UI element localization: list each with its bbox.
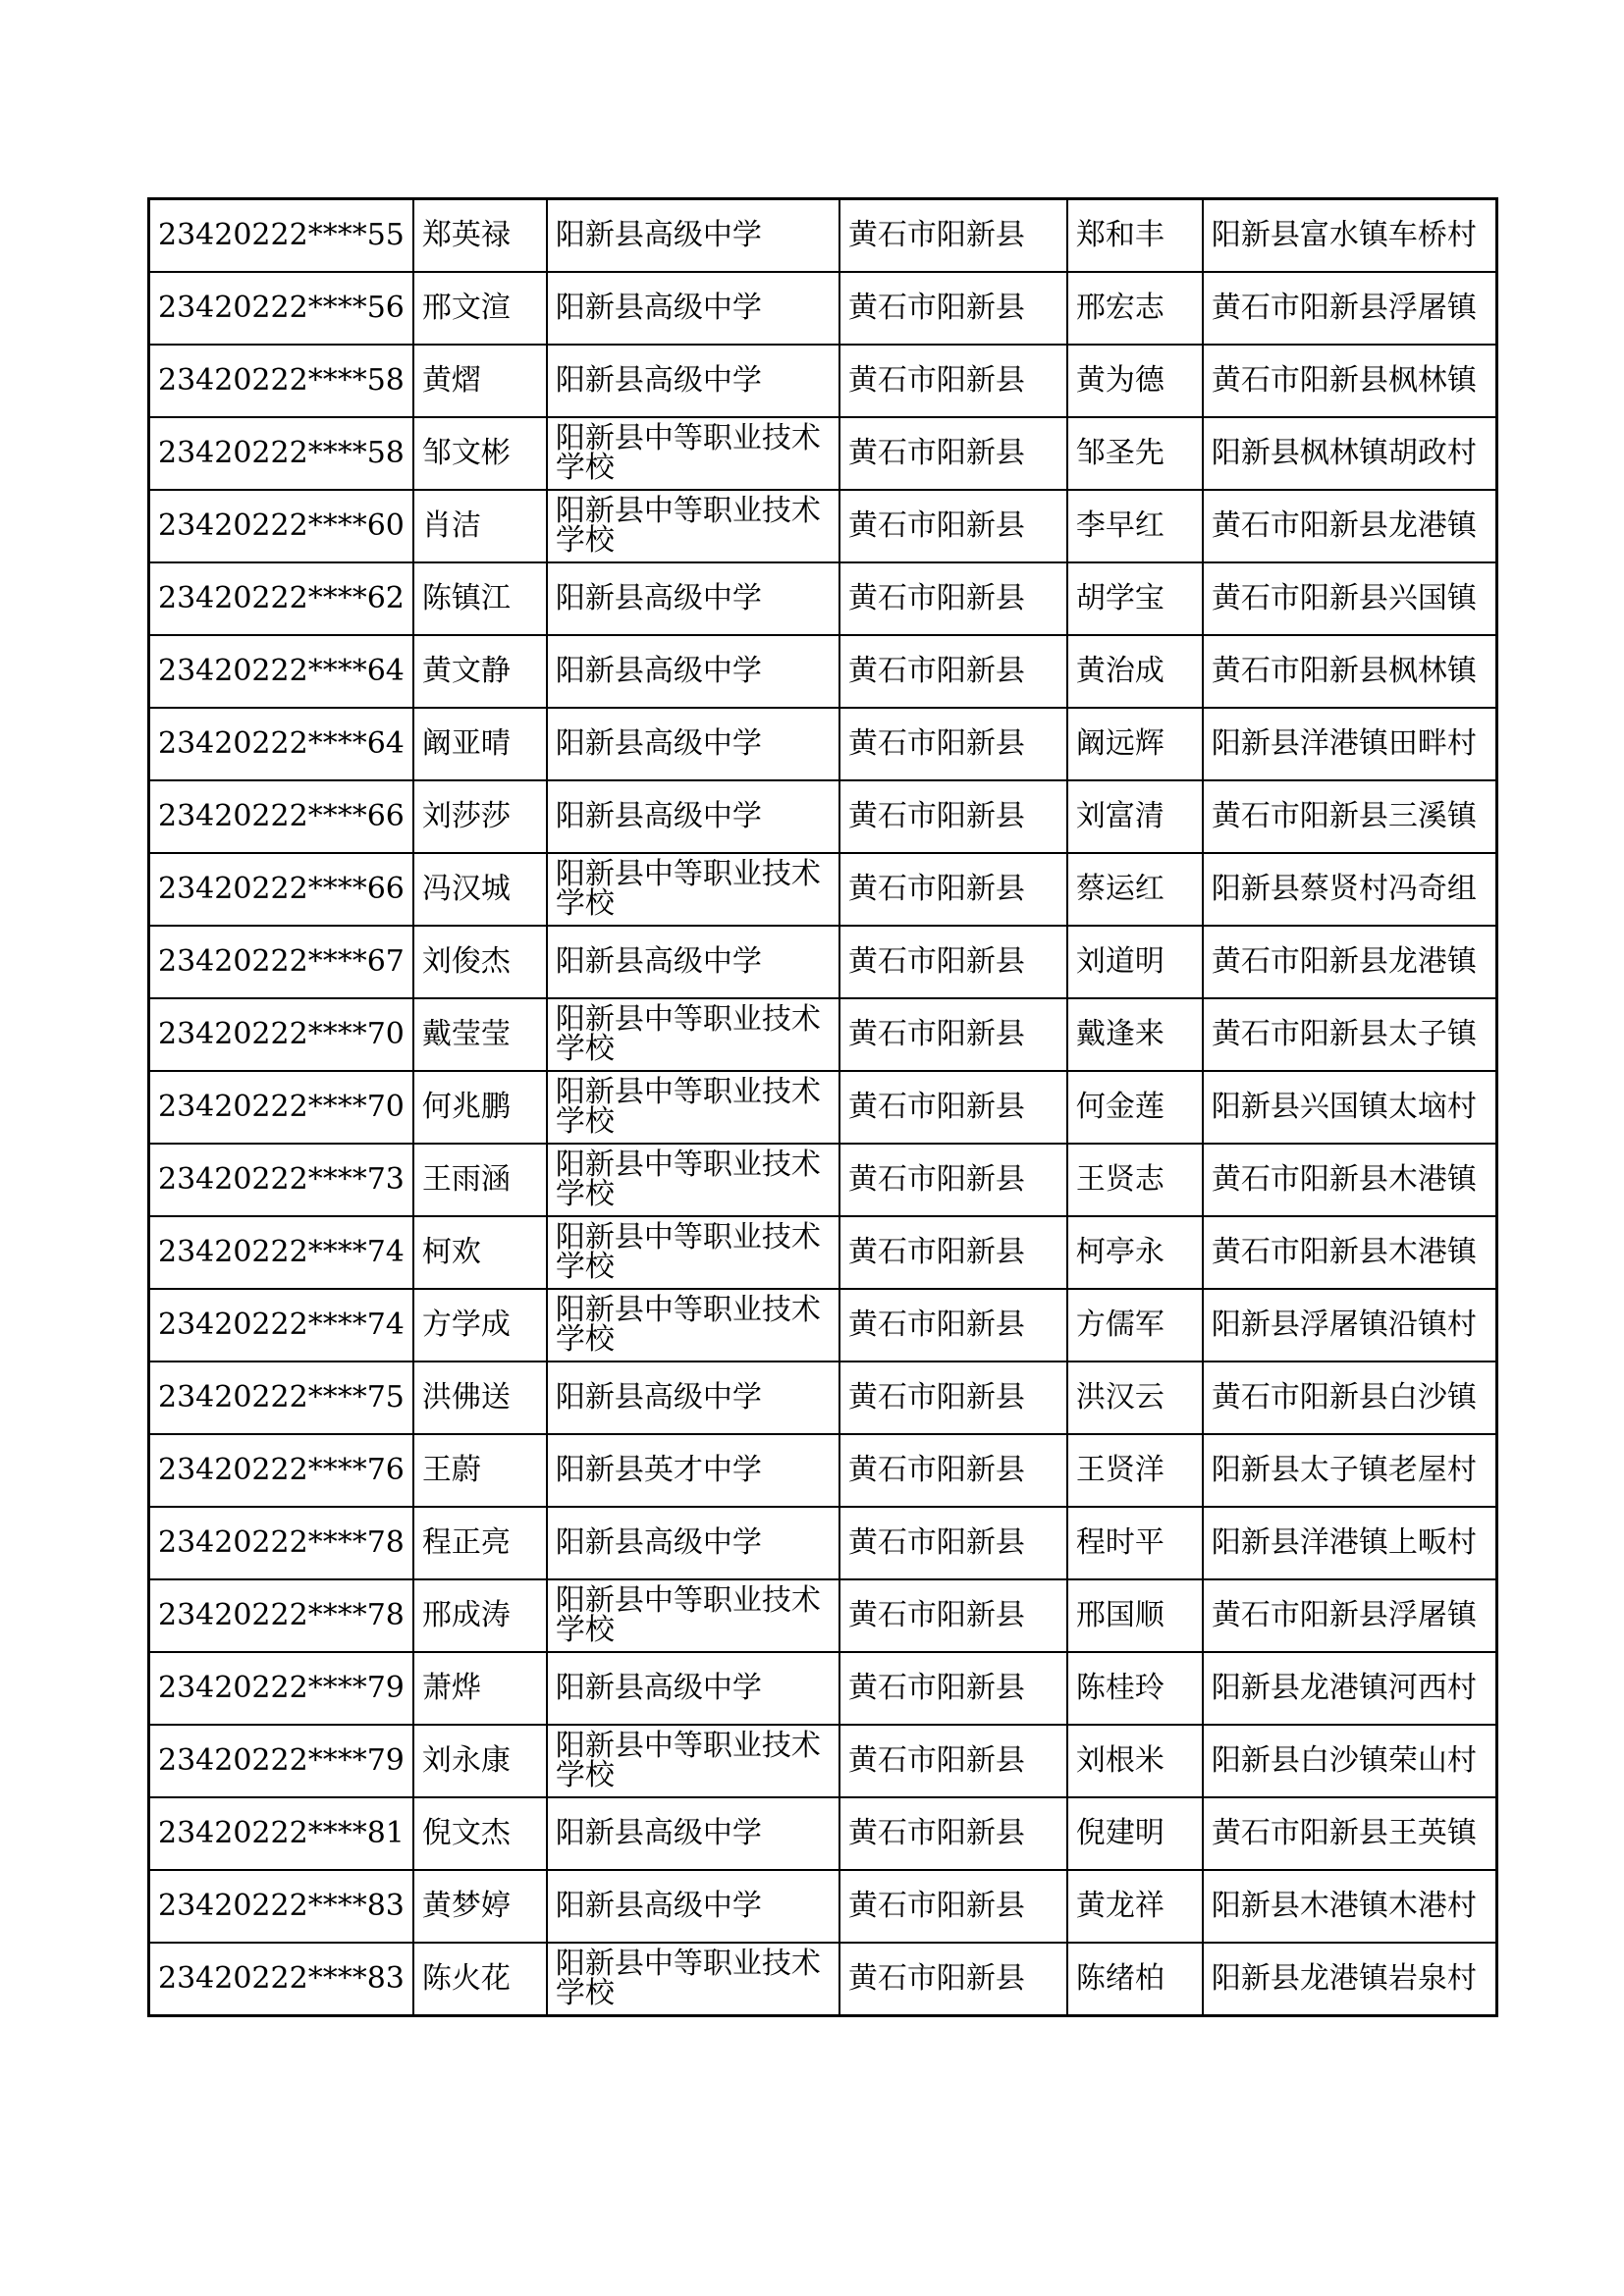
guardian-name-cell: 刘富清 — [1067, 780, 1203, 853]
region-cell: 黄石市阳新县 — [839, 780, 1067, 853]
student-name-cell: 柯欢 — [413, 1216, 547, 1289]
student-name-cell: 刘俊杰 — [413, 926, 547, 998]
table-row — [149, 1216, 1497, 1289]
address-cell: 黄石市阳新县木港镇 — [1203, 1144, 1497, 1216]
region-cell: 黄石市阳新县 — [839, 1434, 1067, 1507]
student-id-cell: 23420222****79 — [149, 1725, 413, 1797]
student-name-cell: 黄梦婷 — [413, 1870, 547, 1943]
table-row — [149, 1943, 1497, 2016]
address-cell: 阳新县洋港镇上畈村 — [1203, 1507, 1497, 1579]
table-row — [149, 345, 1497, 417]
student-name-cell: 王蔚 — [413, 1434, 547, 1507]
region-cell: 黄石市阳新县 — [839, 417, 1067, 490]
school-cell: 阳新县高级中学 — [547, 562, 839, 635]
student-name-cell: 王雨涵 — [413, 1144, 547, 1216]
address-cell: 阳新县白沙镇荣山村 — [1203, 1725, 1497, 1797]
guardian-name-cell: 陈桂玲 — [1067, 1652, 1203, 1725]
guardian-name-cell: 邹圣先 — [1067, 417, 1203, 490]
student-name-cell: 倪文杰 — [413, 1797, 547, 1870]
school-cell: 阳新县高级中学 — [547, 780, 839, 853]
student-id-cell: 23420222****64 — [149, 635, 413, 708]
address-cell: 阳新县浮屠镇沿镇村 — [1203, 1289, 1497, 1362]
student-name-cell: 刘莎莎 — [413, 780, 547, 853]
student-id-cell: 23420222****62 — [149, 562, 413, 635]
student-id-cell: 23420222****73 — [149, 1144, 413, 1216]
table-row — [149, 1725, 1497, 1797]
table-row — [149, 780, 1497, 853]
region-cell: 黄石市阳新县 — [839, 853, 1067, 926]
school-cell: 阳新县高级中学 — [547, 345, 839, 417]
school-cell: 阳新县高级中学 — [547, 708, 839, 780]
student-id-cell: 23420222****60 — [149, 490, 413, 562]
table-row — [149, 853, 1497, 926]
student-table-body — [149, 199, 1497, 2016]
student-id-cell: 23420222****56 — [149, 272, 413, 345]
school-cell: 阳新县高级中学 — [547, 1362, 839, 1434]
table-row — [149, 1507, 1497, 1579]
guardian-name-cell: 蔡运红 — [1067, 853, 1203, 926]
student-name-cell: 刘永康 — [413, 1725, 547, 1797]
student-name-cell: 陈镇江 — [413, 562, 547, 635]
student-id-cell: 23420222****83 — [149, 1943, 413, 2016]
student-id-cell: 23420222****74 — [149, 1289, 413, 1362]
table-row — [149, 635, 1497, 708]
table-row — [149, 708, 1497, 780]
address-cell: 阳新县富水镇车桥村 — [1203, 199, 1497, 273]
region-cell: 黄石市阳新县 — [839, 1507, 1067, 1579]
student-name-cell: 何兆鹏 — [413, 1071, 547, 1144]
student-table — [147, 197, 1498, 2017]
school-cell: 阳新县中等职业技术学校 — [547, 417, 839, 490]
address-cell: 黄石市阳新县枫林镇 — [1203, 635, 1497, 708]
region-cell: 黄石市阳新县 — [839, 708, 1067, 780]
school-cell: 阳新县中等职业技术学校 — [547, 1725, 839, 1797]
student-name-cell: 黄熠 — [413, 345, 547, 417]
guardian-name-cell: 胡学宝 — [1067, 562, 1203, 635]
student-id-cell: 23420222****81 — [149, 1797, 413, 1870]
address-cell: 黄石市阳新县木港镇 — [1203, 1216, 1497, 1289]
region-cell: 黄石市阳新县 — [839, 1870, 1067, 1943]
guardian-name-cell: 何金莲 — [1067, 1071, 1203, 1144]
address-cell: 黄石市阳新县白沙镇 — [1203, 1362, 1497, 1434]
school-cell: 阳新县中等职业技术学校 — [547, 1144, 839, 1216]
guardian-name-cell: 黄治成 — [1067, 635, 1203, 708]
student-id-cell: 23420222****70 — [149, 998, 413, 1071]
region-cell: 黄石市阳新县 — [839, 490, 1067, 562]
student-id-cell: 23420222****83 — [149, 1870, 413, 1943]
table-row — [149, 1579, 1497, 1652]
region-cell: 黄石市阳新县 — [839, 1797, 1067, 1870]
student-name-cell: 邹文彬 — [413, 417, 547, 490]
guardian-name-cell: 方儒军 — [1067, 1289, 1203, 1362]
student-name-cell: 肖洁 — [413, 490, 547, 562]
school-cell: 阳新县高级中学 — [547, 272, 839, 345]
guardian-name-cell: 王贤洋 — [1067, 1434, 1203, 1507]
table-row — [149, 1870, 1497, 1943]
region-cell: 黄石市阳新县 — [839, 1289, 1067, 1362]
table-row — [149, 417, 1497, 490]
school-cell: 阳新县高级中学 — [547, 199, 839, 273]
school-cell: 阳新县中等职业技术学校 — [547, 1579, 839, 1652]
student-id-cell: 23420222****79 — [149, 1652, 413, 1725]
student-name-cell: 洪佛送 — [413, 1362, 547, 1434]
school-cell: 阳新县中等职业技术学校 — [547, 998, 839, 1071]
student-name-cell: 程正亮 — [413, 1507, 547, 1579]
student-id-cell: 23420222****76 — [149, 1434, 413, 1507]
region-cell: 黄石市阳新县 — [839, 1943, 1067, 2016]
address-cell: 阳新县枫林镇胡政村 — [1203, 417, 1497, 490]
table-row — [149, 490, 1497, 562]
school-cell: 阳新县中等职业技术学校 — [547, 1943, 839, 2016]
table-row — [149, 1652, 1497, 1725]
student-id-cell: 23420222****66 — [149, 853, 413, 926]
student-table-container — [147, 197, 1498, 2017]
guardian-name-cell: 戴逢来 — [1067, 998, 1203, 1071]
school-cell: 阳新县中等职业技术学校 — [547, 853, 839, 926]
address-cell: 黄石市阳新县太子镇 — [1203, 998, 1497, 1071]
school-cell: 阳新县高级中学 — [547, 926, 839, 998]
address-cell: 黄石市阳新县三溪镇 — [1203, 780, 1497, 853]
table-row — [149, 1434, 1497, 1507]
guardian-name-cell: 刘根米 — [1067, 1725, 1203, 1797]
student-name-cell: 邢文渲 — [413, 272, 547, 345]
guardian-name-cell: 李早红 — [1067, 490, 1203, 562]
guardian-name-cell: 柯亭永 — [1067, 1216, 1203, 1289]
region-cell: 黄石市阳新县 — [839, 1144, 1067, 1216]
region-cell: 黄石市阳新县 — [839, 1071, 1067, 1144]
school-cell: 阳新县高级中学 — [547, 1507, 839, 1579]
table-row — [149, 998, 1497, 1071]
school-cell: 阳新县英才中学 — [547, 1434, 839, 1507]
guardian-name-cell: 黄为德 — [1067, 345, 1203, 417]
table-row — [149, 926, 1497, 998]
student-id-cell: 23420222****70 — [149, 1071, 413, 1144]
region-cell: 黄石市阳新县 — [839, 1652, 1067, 1725]
guardian-name-cell: 程时平 — [1067, 1507, 1203, 1579]
region-cell: 黄石市阳新县 — [839, 1216, 1067, 1289]
address-cell: 阳新县洋港镇田畔村 — [1203, 708, 1497, 780]
school-cell: 阳新县中等职业技术学校 — [547, 1216, 839, 1289]
student-id-cell: 23420222****66 — [149, 780, 413, 853]
address-cell: 阳新县蔡贤村冯奇组 — [1203, 853, 1497, 926]
student-id-cell: 23420222****58 — [149, 345, 413, 417]
guardian-name-cell: 邢国顺 — [1067, 1579, 1203, 1652]
guardian-name-cell: 刘道明 — [1067, 926, 1203, 998]
address-cell: 黄石市阳新县龙港镇 — [1203, 926, 1497, 998]
student-id-cell: 23420222****78 — [149, 1507, 413, 1579]
address-cell: 黄石市阳新县龙港镇 — [1203, 490, 1497, 562]
address-cell: 阳新县龙港镇河西村 — [1203, 1652, 1497, 1725]
guardian-name-cell: 倪建明 — [1067, 1797, 1203, 1870]
region-cell: 黄石市阳新县 — [839, 1362, 1067, 1434]
region-cell: 黄石市阳新县 — [839, 1579, 1067, 1652]
school-cell: 阳新县高级中学 — [547, 1652, 839, 1725]
student-name-cell: 戴莹莹 — [413, 998, 547, 1071]
student-id-cell: 23420222****55 — [149, 199, 413, 273]
region-cell: 黄石市阳新县 — [839, 635, 1067, 708]
guardian-name-cell: 陈绪柏 — [1067, 1943, 1203, 2016]
address-cell: 阳新县木港镇木港村 — [1203, 1870, 1497, 1943]
guardian-name-cell: 邢宏志 — [1067, 272, 1203, 345]
student-id-cell: 23420222****64 — [149, 708, 413, 780]
region-cell: 黄石市阳新县 — [839, 1725, 1067, 1797]
student-name-cell: 阚亚晴 — [413, 708, 547, 780]
address-cell: 阳新县兴国镇太垴村 — [1203, 1071, 1497, 1144]
student-id-cell: 23420222****74 — [149, 1216, 413, 1289]
region-cell: 黄石市阳新县 — [839, 562, 1067, 635]
school-cell: 阳新县中等职业技术学校 — [547, 490, 839, 562]
school-cell: 阳新县高级中学 — [547, 635, 839, 708]
address-cell: 阳新县龙港镇岩泉村 — [1203, 1943, 1497, 2016]
address-cell: 黄石市阳新县王英镇 — [1203, 1797, 1497, 1870]
guardian-name-cell: 阚远辉 — [1067, 708, 1203, 780]
table-row — [149, 199, 1497, 273]
table-row — [149, 1289, 1497, 1362]
table-row — [149, 1144, 1497, 1216]
student-id-cell: 23420222****67 — [149, 926, 413, 998]
school-cell: 阳新县高级中学 — [547, 1797, 839, 1870]
address-cell: 阳新县太子镇老屋村 — [1203, 1434, 1497, 1507]
student-id-cell: 23420222****75 — [149, 1362, 413, 1434]
guardian-name-cell: 王贤志 — [1067, 1144, 1203, 1216]
table-row — [149, 1797, 1497, 1870]
student-name-cell: 邢成涛 — [413, 1579, 547, 1652]
region-cell: 黄石市阳新县 — [839, 926, 1067, 998]
school-cell: 阳新县中等职业技术学校 — [547, 1071, 839, 1144]
student-name-cell: 黄文静 — [413, 635, 547, 708]
student-name-cell: 郑英禄 — [413, 199, 547, 273]
table-row — [149, 1362, 1497, 1434]
table-row — [149, 272, 1497, 345]
student-name-cell: 冯汉城 — [413, 853, 547, 926]
table-row — [149, 1071, 1497, 1144]
school-cell: 阳新县中等职业技术学校 — [547, 1289, 839, 1362]
guardian-name-cell: 郑和丰 — [1067, 199, 1203, 273]
student-id-cell: 23420222****58 — [149, 417, 413, 490]
address-cell: 黄石市阳新县浮屠镇 — [1203, 272, 1497, 345]
address-cell: 黄石市阳新县浮屠镇 — [1203, 1579, 1497, 1652]
student-name-cell: 萧烨 — [413, 1652, 547, 1725]
school-cell: 阳新县高级中学 — [547, 1870, 839, 1943]
student-id-cell: 23420222****78 — [149, 1579, 413, 1652]
address-cell: 黄石市阳新县兴国镇 — [1203, 562, 1497, 635]
address-cell: 黄石市阳新县枫林镇 — [1203, 345, 1497, 417]
guardian-name-cell: 洪汉云 — [1067, 1362, 1203, 1434]
region-cell: 黄石市阳新县 — [839, 998, 1067, 1071]
region-cell: 黄石市阳新县 — [839, 272, 1067, 345]
table-row — [149, 562, 1497, 635]
region-cell: 黄石市阳新县 — [839, 345, 1067, 417]
region-cell: 黄石市阳新县 — [839, 199, 1067, 273]
student-name-cell: 方学成 — [413, 1289, 547, 1362]
guardian-name-cell: 黄龙祥 — [1067, 1870, 1203, 1943]
student-name-cell: 陈火花 — [413, 1943, 547, 2016]
